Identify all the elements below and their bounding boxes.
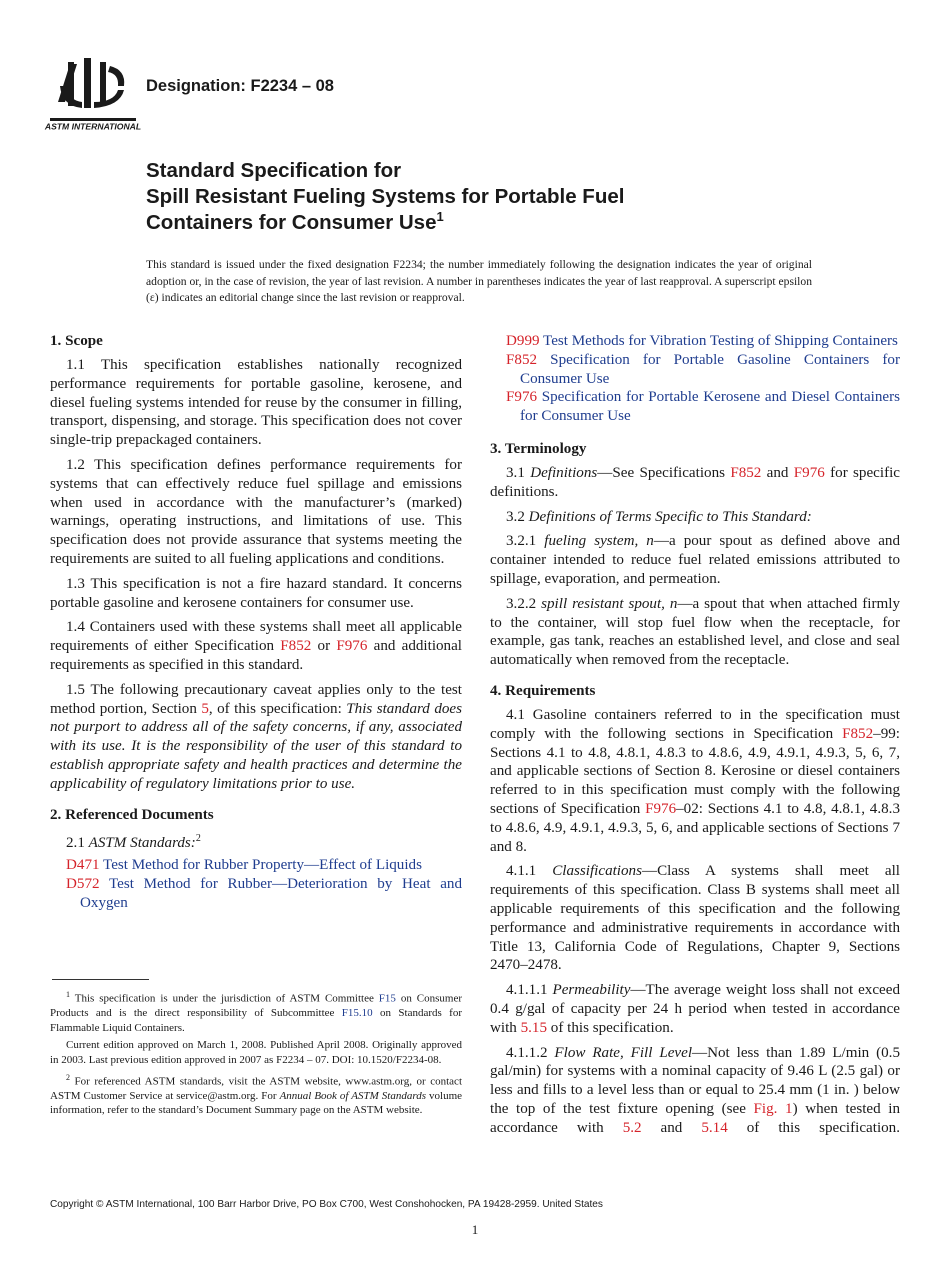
section-heading-referenced-documents: 2. Referenced Documents: [50, 806, 214, 823]
paragraph-1-1: 1.1 This specification establishes nationally recognized performance requirements for portable gasoline, kerosene, and diesel fueling systems intended for reuse by the consumer in filling, transport, dispensing, and storage. This specification does not cover single-trip prepackaged containers.: [50, 357, 462, 449]
logo-wordmark: ASTM INTERNATIONAL: [44, 121, 142, 132]
footnote-2: $^2$ For referenced ASTM standards, visit the ASTM website, www.astm.org, or contact ASTM Customer Service at service@astm.org. For Annual Book of ASTM Standards volume information, refer to the standard’s Document Summary page on the ASTM website.: [50, 1072, 463, 1117]
designation-notice: This standard is issued under the fixed designation F2234; the number immediately following the designation indicates the year of original adoption or, in the case of revision, the year of last revision. A number in parentheses indicates the year of last reapproval. A superscript epsilon (ε) indicates an editorial change since the last revision or reapproval.: [146, 258, 812, 304]
reference-item-d572[interactable]: D572 Test Method for Rubber—Deterioration by Heat and Oxygen: [66, 876, 462, 911]
committee-link-f15[interactable]: F15: [378, 992, 396, 1005]
title-line-2: Spill Resistant Fueling Systems for Portable Fuel: [146, 185, 625, 208]
ref-link-5-15[interactable]: 5.15: [520, 1019, 548, 1036]
footnote-1: $^1$ This specification is under the jurisdiction of ASTM Committee F15 on Consumer Products and is the direct responsibility of Subcommittee F15.10 on Standards for Flammable Liquid Containers.: [50, 990, 463, 1034]
title-line-3: Containers for Consumer Use$^1$: [146, 209, 444, 234]
paragraph-1-3: 1.3 This specification is not a fire hazard standard. It concerns portable gasoline and kerosene containers for consumer use.: [50, 575, 462, 611]
ref-link-5-14[interactable]: 5.14: [701, 1119, 728, 1136]
ref-link-f852[interactable]: F852: [842, 725, 874, 742]
copyright-notice: Copyright © ASTM International, 100 Barr Harbor Drive, PO Box C700, West Conshohocken, PA 19428-2959. United States: [50, 1199, 603, 1210]
document-title: [146, 158, 846, 236]
paragraph-3-2-1: 3.2.1 fueling system, n—a pour spout as defined above and container intended to reduce fuel related emissions attributed to spillage, evaporation, and permeation.: [490, 533, 900, 587]
paragraph-1-2: 1.2 This specification defines performance requirements for systems that can effectively reduce fuel spillage and emissions when used in accordance with the manufacturer’s (marked) warnings, operating instructions, and limitations of use. This specification does not provide assurance that systems meeting the requirements are suited to all fueling applications and conditions.: [50, 456, 462, 567]
subcommittee-link-f15-10[interactable]: F15.10: [341, 1007, 373, 1020]
paragraph-4-1-1-2: 4.1.1.2 Flow Rate, Fill Level—Not less than 1.89 L/min (0.5 gal/min) for systems with a nominal capacity of 9.46 L (2.5 gal) or less and fills to a level less than or equal to 25.4 mm (1 in. ) below the top of the test fixture opening (see Fig. 1) when tested in accordance with 5.2 and 5.14 of this specification.: [490, 1044, 901, 1136]
right-column: [490, 332, 900, 1143]
safety-caveat: This standard does not purport to address all of the safety concerns, if any, associated with its use. It is the responsibility of the user of this standard to establish appropriate safety and health practices and determine the applicability of regulatory limitations prior to use.: [50, 700, 462, 792]
paragraph-1-5: 1.5 The following precautionary caveat applies only to the test method portion, Section 5, of this specification: This standard does not purport to address all of the safety concerns, if any, associated with its use. It is the responsibility of the user of this standard to establish appropriate safety and health practices and determine the applicability of regulatory limitations prior to use.: [50, 681, 462, 792]
paragraph-2-1: 2.1 ASTM Standards:$^2$: [66, 832, 201, 851]
ref-link-f976[interactable]: F976: [793, 464, 825, 481]
paragraph-1-4: 1.4 Containers used with these systems shall meet all applicable requirements of either Specification F852 or F976 and additional requirements as specified in this standard.: [50, 619, 462, 673]
paragraph-4-1-1-1: 4.1.1.1 Permeability—The average weight loss shall not exceed 0.4 g/gal of capacity per 24 h period when tested in accordance with 5.15 of this specification.: [490, 982, 901, 1036]
title-line-1: Standard Specification for: [146, 159, 402, 182]
footnote-divider: [52, 979, 149, 980]
ref-link-5-2[interactable]: 5.2: [622, 1119, 642, 1136]
footnote-1-dates: Current edition approved on March 1, 2008. Published April 2008. Originally approved in 2003. Last previous edition approved in 2007 as F2234 – 07. DOI: 10.1520/F2234-08.: [50, 1039, 462, 1067]
ref-link-f976[interactable]: F976: [645, 800, 677, 817]
section-heading-scope: 1. Scope: [50, 333, 103, 349]
paragraph-3-2: 3.2 Definitions of Terms Specific to This Standard:: [506, 508, 812, 525]
page-number: 1: [471, 1222, 479, 1237]
reference-item-f852[interactable]: F852 Specification for Portable Gasoline Containers for Consumer Use: [506, 351, 900, 387]
reference-item-d999[interactable]: D999 Test Methods for Vibration Testing of Shipping Containers: [506, 333, 898, 349]
designation: Designation: F2234 – 08: [146, 77, 334, 95]
paragraph-4-1: 4.1 Gasoline containers referred to in the specification must comply with the following sections in Specification F852–99: Sections 4.1 to 4.8, 4.8.1, 4.8.3 to 4.8.6, 4.9, 4.9.1, 4.9.3, 5, 6, 7, and applicable sections of Section 8. Kerosine or diesel containers referred to in this specification must comply with the following sections of Specification F976–02: Sections 4.1 to 4.8, 4.8.1, 4.8.3 to 4.8.6, 4.9, 4.9.1, 4.9.3, 5, 6, and applicable sections of Sections 7 and 8.: [490, 706, 900, 855]
paragraph-4-1-1: 4.1.1 Classifications—Class A systems shall meet all requirements of this specification. Class B systems shall meet all applicable requirements of this specification and the following performance and administrative requirements in accordance with Title 13, California Code of Regulations, Chapter 9, Sections 2470–2478.: [490, 863, 900, 974]
paragraph-3-1: 3.1 Definitions—See Specifications F852 and F976 for specific definitions.: [490, 464, 900, 500]
reference-item-d471[interactable]: D471 Test Method for Rubber Property—Effect of Liquids: [66, 857, 422, 874]
section-heading-requirements: 4. Requirements: [490, 682, 596, 699]
ref-link-f852[interactable]: F852: [730, 464, 762, 481]
section-heading-terminology: 3. Terminology: [490, 440, 587, 457]
left-column: [50, 332, 462, 913]
ref-link-fig-1[interactable]: Fig. 1: [753, 1100, 793, 1117]
reference-item-f976[interactable]: F976 Specification for Portable Kerosene and Diesel Containers for Consumer Use: [506, 389, 900, 425]
astm-logo: [44, 56, 142, 132]
footnotes: [50, 988, 462, 1121]
ref-link-f976[interactable]: F976: [336, 638, 368, 655]
paragraph-3-2-2: 3.2.2 spill resistant spout, n—a spout that when attached firmly to the container, will stop fuel flow when the receptacle, for example, gas tank, reaches an established level, and close and seal automatically when removed from the receptacle.: [490, 595, 900, 669]
title-footnote-mark: 1: [436, 209, 444, 225]
ref-link-f852[interactable]: F852: [280, 638, 312, 655]
ref-link-section-5[interactable]: 5: [201, 700, 209, 717]
